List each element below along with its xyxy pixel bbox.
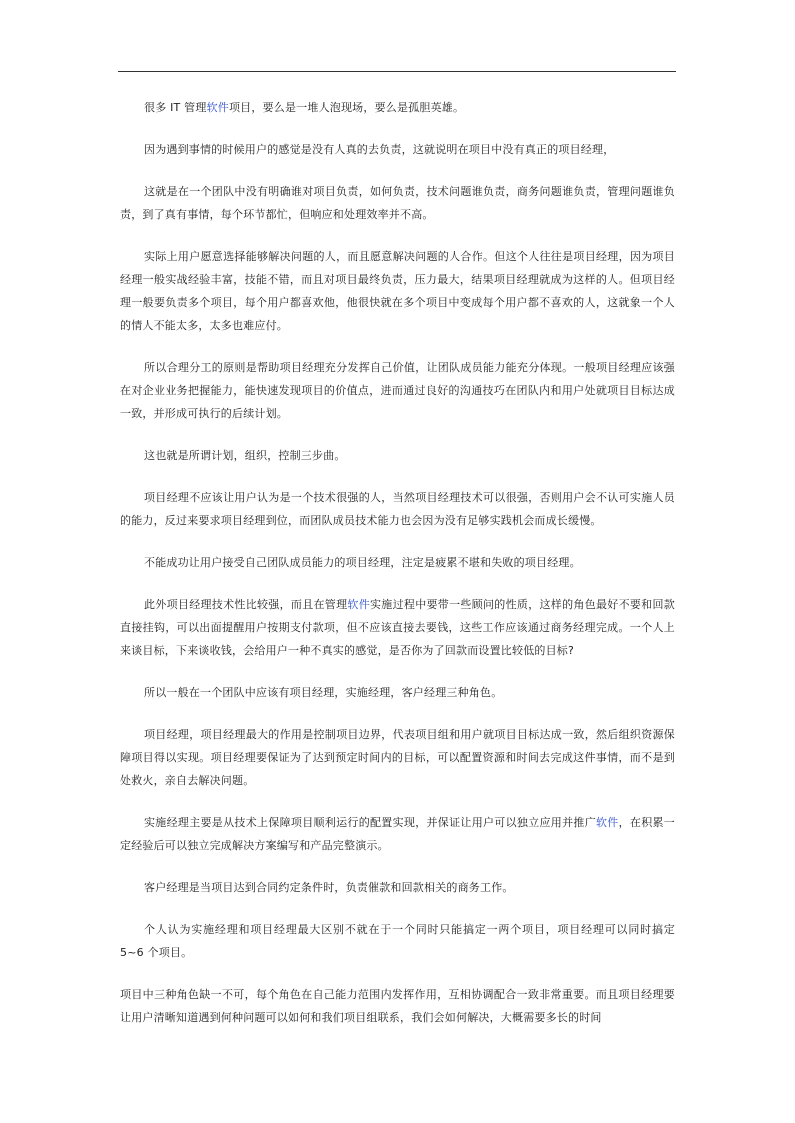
- paragraph-text: 项目经理不应该让用户认为是一个技术很强的人，当然项目经理技术可以很强，否则用户会不认可实施人员的能力，反过来要求项目经理到位，而团队成员技术能力也会因为没有足够实践机会而成长缓慢。: [120, 491, 675, 527]
- paragraph: [120, 593, 675, 662]
- paragraph: [120, 245, 675, 337]
- paragraph-text: 这就是在一个团队中没有明确谁对项目负责，如何负责，技术问题谁负责，商务问题谁负责，管理问题谁负责，到了真有事情，每个环节都忙，但响应和处理效率并不高。: [120, 185, 675, 221]
- paragraph-text: 所以一般在一个团队中应该有项目经理，实施经理，客户经理三种角色。: [144, 686, 503, 699]
- paragraph-text: 因为遇到事情的时候用户的感觉是没有人真的去负责，这就说明在项目中没有真正的项目经理，: [144, 143, 615, 156]
- header-rule: [118, 71, 676, 72]
- paragraph: [120, 551, 675, 574]
- paragraph: [120, 876, 675, 899]
- paragraph: [120, 356, 675, 425]
- paragraph: [120, 180, 675, 226]
- paragraph-text: 很多 IT 管理: [144, 101, 207, 114]
- paragraph-text: 项目中三种角色缺一不可，每个角色在自己能力范围内发挥作用，互相协调配合一致非常重要。而且项目经理要让用户清晰知道遇到何种问题可以如何和我们项目组联系，我们会如何解决，大概需要多长的时间: [120, 988, 675, 1024]
- paragraph: [120, 811, 675, 857]
- paragraph-text: 这也就是所谓计划，组织，控制三步曲。: [144, 449, 346, 462]
- paragraph-text: 客户经理是当项目达到合同约定条件时，负责催款和回款相关的商务工作。: [144, 881, 514, 894]
- paragraph-text: 项目，要么是一堆人泡现场，要么是孤胆英雄。: [228, 101, 465, 114]
- paragraph-text: 个人认为实施经理和项目经理最大区别不就在于一个同时只能搞定一两个项目，项目经理可以同时搞定 5~6 个项目。: [120, 923, 675, 959]
- paragraph-text: 不能成功让用户接受自己团队成员能力的项目经理，注定是疲累不堪和失败的项目经理。: [144, 556, 581, 569]
- document-body: [120, 96, 676, 1024]
- paragraph-text: 项目经理，项目经理最大的作用是控制项目边界，代表项目组和用户就项目目标达成一致，然后组织资源保障项目得以实现。项目经理要保证为了达到预定时间内的目标，可以配置资源和时间去完成这件事情，而不是到处救火，亲自去解决问题。: [120, 728, 675, 787]
- paragraph: [120, 723, 675, 792]
- software-link[interactable]: 软件: [206, 101, 229, 114]
- paragraph: [120, 681, 675, 704]
- paragraph: [120, 444, 675, 467]
- paragraph-text: 实际上用户愿意选择能够解决问题的人，而且愿意解决问题的人合作。但这个人往往是项目经理，因为项目经理一般实战经验丰富，技能不错，而且对项目最终负责，压力最大，结果项目经理就成为这样的人。但项目经理一般要负责多个项目，每个用户都喜欢他，他很快就在多个项目中变成每个用户都不喜欢的人，这就象一个人的情人不能太多，太多也难应付。: [120, 250, 675, 332]
- paragraph: [120, 138, 675, 161]
- paragraph-text: 此外项目经理技术性比较强，而且在管理: [144, 598, 348, 611]
- paragraph: [120, 983, 675, 1029]
- paragraph-text: 所以合理分工的原则是帮助项目经理充分发挥自己价值，让团队成员能力能充分体现。一般项目经理应该强在对企业业务把握能力，能快速发现项目的价值点，进而通过良好的沟通技巧在团队内和用户处就项目目标达成一致，并形成可执行的后续计划。: [120, 361, 675, 420]
- paragraph-text: ，在积累一定经验后可以独立完成解决方案编写和产品完整演示。: [120, 816, 676, 852]
- software-link[interactable]: 软件: [347, 598, 370, 611]
- paragraph: [120, 486, 675, 532]
- paragraph: [120, 918, 675, 964]
- paragraph: [120, 96, 675, 119]
- paragraph-text: 实施过程中要带一些顾问的性质，这样的角色最好不要和回款直接挂钩，可以出面提醒用户按期支付款项，但不应该直接去要钱，这些工作应该通过商务经理完成。一个人上来谈目标，下来谈收钱，会给用户一种不真实的感觉，是否你为了回款而设置比较低的目标?: [120, 598, 675, 657]
- paragraph-text: 实施经理主要是从技术上保障项目顺利运行的配置实现，并保证让用户可以独立应用并推广: [144, 816, 596, 829]
- software-link[interactable]: 软件: [596, 816, 619, 829]
